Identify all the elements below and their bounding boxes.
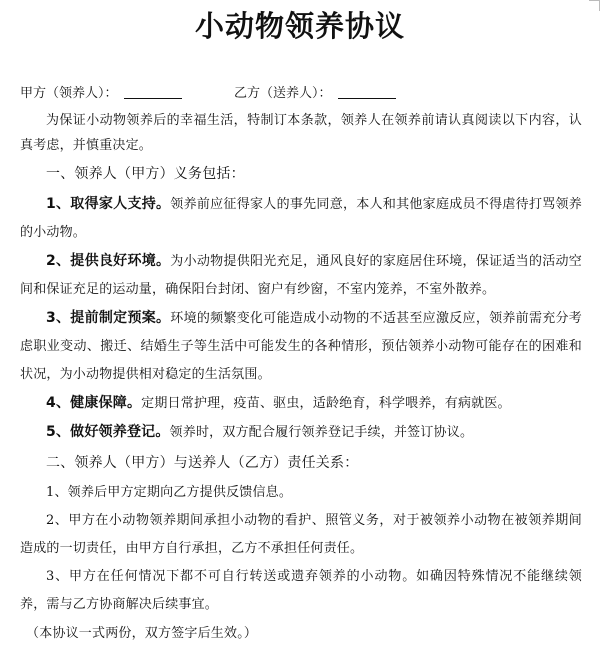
intro-paragraph: 为保证小动物领养后的幸福生活，特制订本条款，领养人在领养前请认真阅读以下内容，认真考虑，并慎重决定。 bbox=[20, 113, 582, 153]
item-text: 领养时，双方配合履行领养登记手续，并签订协议。 bbox=[169, 425, 474, 440]
item-lead: 3、提前制定预案。 bbox=[46, 310, 171, 326]
item-lead: 1、取得家人支持。 bbox=[46, 196, 171, 212]
section-1-item bbox=[20, 247, 582, 304]
item-text: 定期日常护理，疫苗、驱虫，适龄绝育，科学喂养，有病就医。 bbox=[141, 396, 511, 411]
party-b bbox=[234, 84, 396, 104]
closing-note: （本协议一式两份，双方签字后生效。） bbox=[26, 626, 258, 641]
party-a bbox=[20, 84, 182, 104]
item-text: 为小动物提供阳光充足，通风良好的家庭居住环境，保证适当的活动空间和保证充足的运动量，确保阳台封闭、窗户有纱窗，不室内笼养，不室外散养。 bbox=[20, 254, 582, 297]
section-2-heading: 二、领养人（甲方）与送养人（乙方）责任关系： bbox=[46, 455, 359, 471]
item-lead: 5、做好领养登记。 bbox=[46, 424, 170, 440]
item-lead: 2、提供良好环境。 bbox=[46, 253, 171, 269]
section-2-item: 1、领养后甲方定期向乙方提供反馈信息。 bbox=[46, 485, 293, 500]
item-lead: 4、健康保障。 bbox=[46, 395, 142, 411]
document-title: 小动物领养协议 bbox=[194, 9, 405, 43]
section-2-item: 2、甲方在小动物领养期间承担小动物的看护、照管义务，对于被领养小动物在被领养期间造成的一切责任，由甲方自行承担，乙方不承担任何责任。 bbox=[20, 513, 582, 556]
section-1-item bbox=[20, 304, 582, 389]
section-1-item bbox=[20, 389, 582, 418]
party-b-signature-blank bbox=[338, 84, 396, 99]
party-b-label: 乙方（送养人）： bbox=[234, 86, 332, 101]
section-1-item bbox=[20, 418, 582, 447]
section-1-heading: 一、领养人（甲方）义务包括： bbox=[46, 166, 245, 182]
item-text: 领养前应征得家人的事先同意，本人和其他家庭成员不得虐待打骂领养的小动物。 bbox=[20, 197, 582, 240]
party-a-signature-blank bbox=[124, 84, 182, 99]
agreement-body bbox=[20, 108, 582, 646]
party-a-label: 甲方（领养人）： bbox=[20, 86, 118, 101]
item-text: 环境的频繁变化可能造成小动物的不适甚至应激反应，领养前需充分考虑职业变动、搬迁、结婚生子等生活中可能发生的各种情形，预估领养小动物可能存在的困难和状况，为小动物提供相对稳定的生活氛围。 bbox=[20, 311, 582, 382]
section-2-item: 3、甲方在任何情况下都不可自行转送或遗弃领养的小动物。如确因特殊情况不能继续领养，需与乙方协商解决后续事宜。 bbox=[20, 569, 582, 612]
section-1-item bbox=[20, 190, 582, 247]
